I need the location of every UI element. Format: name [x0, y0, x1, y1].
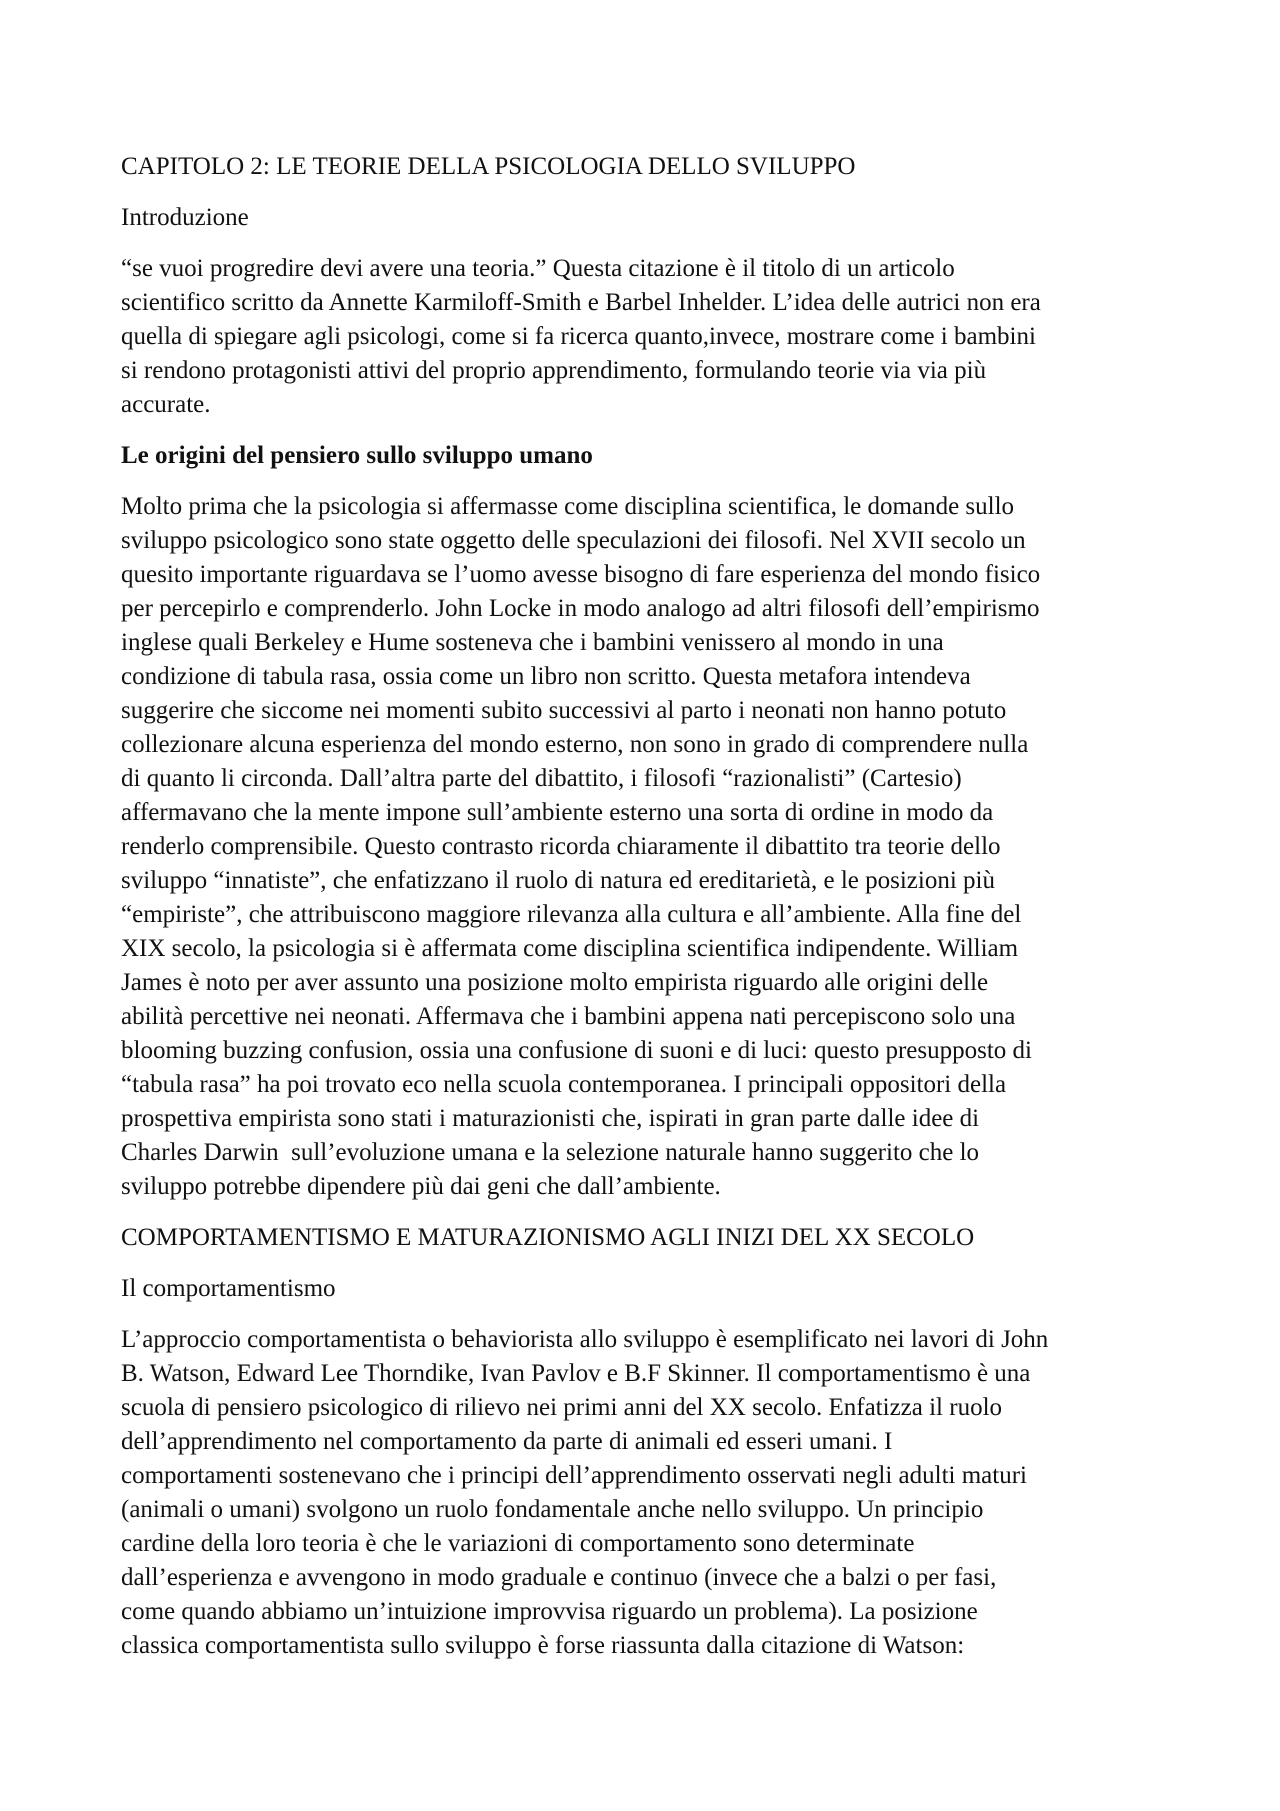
paragraph-line: affermavano che la mente impone sull’ambiente esterno una sorta di ordine in modo da — [121, 799, 994, 826]
origins-paragraph — [121, 490, 1171, 1204]
intro-heading: Introduzione — [121, 204, 249, 231]
paragraph-line: si rendono protagonisti attivi del proprio apprendimento, formulando teorie via via più — [121, 357, 987, 384]
origins-heading: Le origini del pensiero sullo sviluppo umano — [121, 442, 593, 469]
paragraph-line: inglese quali Berkeley e Hume sosteneva che i bambini venissero al mondo in una — [121, 629, 944, 656]
paragraph-line: suggerire che siccome nei momenti subito successivi al parto i neonati non hanno potuto — [121, 697, 1007, 724]
paragraph-line: XIX secolo, la psicologia si è affermata come disciplina scientifica indipendente. William — [121, 935, 1019, 962]
chapter-title: CAPITOLO 2: LE TEORIE DELLA PSICOLOGIA DELLO SVILUPPO — [121, 153, 856, 180]
paragraph-line: scuola di pensiero psicologico di rilievo nei primi anni del XX secolo. Enfatizza il ruolo — [121, 1394, 1003, 1421]
paragraph-line: prospettiva empirista sono stati i maturazionisti che, ispirati in gran parte dalle idee di — [121, 1105, 980, 1132]
paragraph-line: condizione di tabula rasa, ossia come un libro non scritto. Questa metafora intendeva — [121, 663, 971, 690]
paragraph-line: collezionare alcuna esperienza del mondo esterno, non sono in grado di comprendere nulla — [121, 731, 1029, 758]
paragraph-line: come quando abbiamo un’intuizione improvvisa riguardo un problema). La posizione — [121, 1598, 978, 1625]
paragraph-line: sviluppo psicologico sono state oggetto delle speculazioni dei filosofi. Nel XVII secolo un — [121, 527, 1026, 554]
section-heading: COMPORTAMENTISMO E MATURAZIONISMO AGLI INIZI DEL XX SECOLO — [121, 1224, 975, 1251]
paragraph-line: “se vuoi progredire devi avere una teoria.” Questa citazione è il titolo di un articolo — [121, 255, 955, 282]
paragraph-line: di quanto li circonda. Dall’altra parte del dibattito, i filosofi “razionalisti” (Cartesio) — [121, 765, 962, 792]
document-body — [121, 150, 1171, 1680]
intro-paragraph — [121, 252, 1171, 422]
behaviorism-heading: Il comportamentismo — [121, 1275, 336, 1302]
paragraph-line: quesito importante riguardava se l’uomo avesse bisogno di fare esperienza del mondo fisico — [121, 561, 1041, 588]
paragraph-line: dall’esperienza e avvengono in modo graduale e continuo (invece che a balzi o per fasi, — [121, 1564, 997, 1591]
paragraph-line: James è noto per aver assunto una posizione molto empirista riguardo alle origini delle — [121, 969, 989, 996]
paragraph-line: sviluppo “innatiste”, che enfatizzano il ruolo di natura ed ereditarietà, e le posizioni più — [121, 867, 995, 894]
paragraph-line: “empiriste”, che attribuiscono maggiore rilevanza alla cultura e all’ambiente. Alla fine del — [121, 901, 1022, 928]
paragraph-line: (animali o umani) svolgono un ruolo fondamentale anche nello sviluppo. Un principio — [121, 1496, 984, 1523]
behaviorism-paragraph — [121, 1323, 1171, 1663]
paragraph-line: “tabula rasa” ha poi trovato eco nella scuola contemporanea. I principali oppositori della — [121, 1071, 1007, 1098]
paragraph-line: accurate. — [121, 391, 211, 418]
paragraph-line: abilità percettive nei neonati. Affermava che i bambini appena nati percepiscono solo una — [121, 1003, 1016, 1030]
paragraph-line: Molto prima che la psicologia si affermasse come disciplina scientifica, le domande sullo — [121, 493, 1015, 520]
paragraph-line: classica comportamentista sullo sviluppo è forse riassunta dalla citazione di Watson: — [121, 1632, 965, 1659]
paragraph-line: L’approccio comportamentista o behaviorista allo sviluppo è esemplificato nei lavori di John — [121, 1326, 1049, 1353]
paragraph-line: B. Watson, Edward Lee Thorndike, Ivan Pavlov e B.F Skinner. Il comportamentismo è una — [121, 1360, 1031, 1387]
paragraph-line: sviluppo potrebbe dipendere più dai geni che dall’ambiente. — [121, 1173, 721, 1200]
paragraph-line: quella di spiegare agli psicologi, come si fa ricerca quanto,invece, mostrare come i bambini — [121, 323, 1036, 350]
paragraph-line: renderlo comprensibile. Questo contrasto ricorda chiaramente il dibattito tra teorie dello — [121, 833, 1001, 860]
paragraph-line: per percepirlo e comprenderlo. John Locke in modo analogo ad altri filosofi dell’empirismo — [121, 595, 1040, 622]
paragraph-line: scientifico scritto da Annette Karmiloff-Smith e Barbel Inhelder. L’idea delle autrici non era — [121, 289, 1041, 316]
paragraph-line: Charles Darwin sull’evoluzione umana e la selezione naturale hanno suggerito che lo — [121, 1139, 980, 1166]
paragraph-line: dell’apprendimento nel comportamento da parte di animali ed esseri umani. I — [121, 1428, 893, 1455]
paragraph-line: comportamenti sostenevano che i principi dell’apprendimento osservati negli adulti maturi — [121, 1462, 1027, 1489]
paragraph-line: cardine della loro teoria è che le variazioni di comportamento sono determinate — [121, 1530, 915, 1557]
paragraph-line: blooming buzzing confusion, ossia una confusione di suoni e di luci: questo presupposto di — [121, 1037, 1032, 1064]
